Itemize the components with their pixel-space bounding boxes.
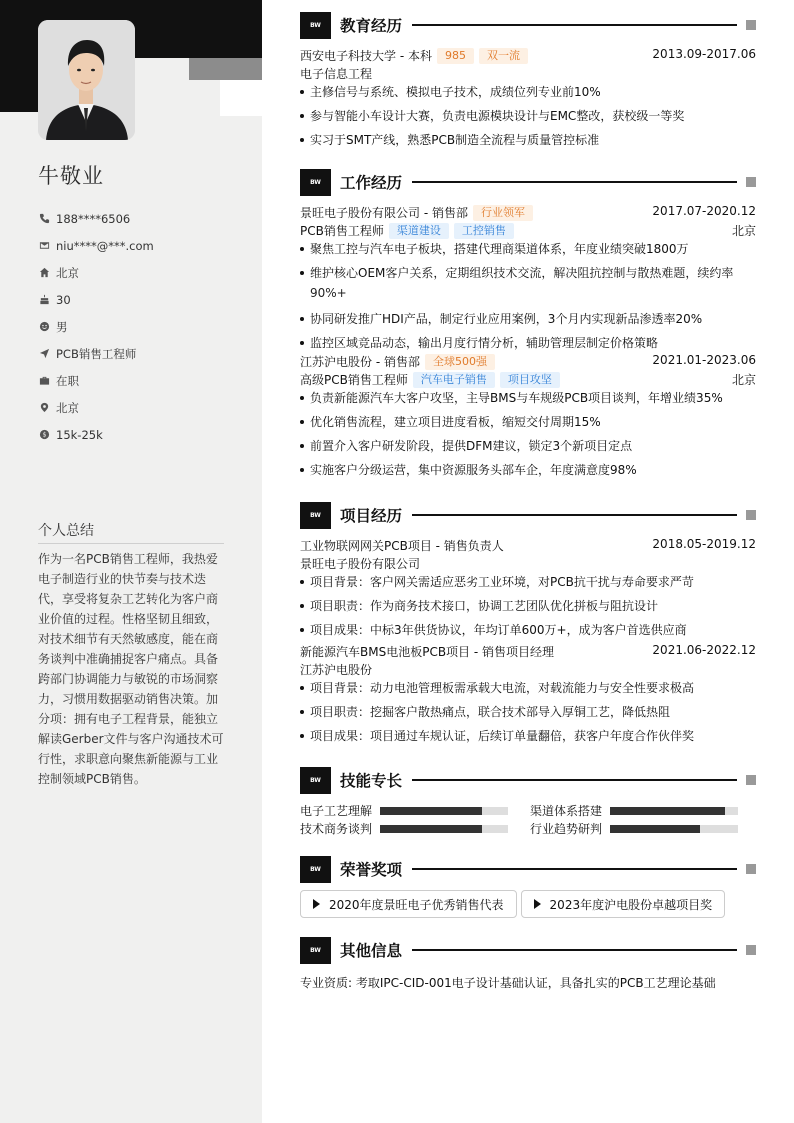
project-company: 景旺电子股份有限公司 (300, 557, 421, 571)
list-item: 主修信号与系统、模拟电子技术，成绩位列专业前10% (300, 82, 756, 106)
job-header (300, 203, 756, 221)
major-row (300, 64, 756, 82)
section-divider (412, 514, 737, 516)
info-email (38, 232, 154, 259)
candidate-name: 牛敬业 (38, 164, 104, 188)
section-divider (412, 779, 737, 781)
sidebar (0, 0, 262, 1123)
list-item: 监控区域竞品动态，输出月度行情分析，辅助管理层制定价格策略 (300, 333, 756, 352)
skill-item (530, 802, 738, 819)
decor-block (189, 58, 262, 80)
tag-badge: 双一流 (479, 48, 528, 64)
section-header (300, 501, 756, 529)
skill-bar (380, 825, 508, 833)
section-divider (412, 24, 737, 26)
smile-icon (38, 321, 50, 333)
pin-icon (38, 402, 50, 414)
info-position (38, 340, 154, 367)
decor-block (220, 80, 262, 116)
tag-badge: 行业领军 (473, 205, 533, 221)
section-square (746, 864, 756, 874)
phone-text: 188****6506 (56, 211, 131, 226)
other-text: 专业资质: 考取IPC-CID-001电子设计基础认证，具备扎实的PCB工艺理论基础 (300, 976, 716, 990)
skill-name: 渠道体系搭建 (530, 804, 603, 818)
avatar-portrait (38, 20, 135, 140)
position-text: PCB销售工程师 (56, 346, 137, 361)
project-header (300, 536, 756, 554)
honor-item (300, 890, 517, 918)
section-divider (412, 949, 737, 951)
list-item: 聚焦工控与汽车电子板块，搭建代理商渠道体系，年度业绩突破1800万 (300, 239, 756, 263)
section-badge: BW (300, 767, 331, 794)
section-square (746, 775, 756, 785)
major-name: 电子信息工程 (300, 67, 373, 81)
section-title: 荣誉奖项 (340, 861, 403, 879)
section-header (300, 936, 756, 964)
list-item: 项目背景：客户网关需适应恶劣工业环境，对PCB抗干扰与寿命要求严苛 (300, 572, 756, 596)
projects-section (300, 501, 756, 750)
list-item: 项目成果：中标3年供货协议，年均订单600万+，成为客户首选供应商 (300, 620, 756, 642)
list-item: 优化销售流程，建立项目进度看板，缩短交付周期15% (300, 412, 756, 436)
company-name: 景旺电子股份有限公司 - 销售部 (300, 206, 468, 220)
skill-name: 技术商务谈判 (300, 822, 373, 836)
list-item: 实习于SMT产线，熟悉PCB制造全流程与质量管控标准 (300, 130, 756, 154)
section-badge: BW (300, 856, 331, 883)
honor-text: 2020年度景旺电子优秀销售代表 (329, 897, 504, 912)
section-square (746, 177, 756, 187)
list-item: 项目职责：作为商务技术接口，协调工艺团队优化拼板与阻抗设计 (300, 596, 756, 620)
section-square (746, 20, 756, 30)
date-range: 2018.05-2019.12 (652, 537, 756, 551)
contact-info (38, 205, 154, 448)
decor-block (0, 58, 38, 112)
section-header (300, 766, 756, 794)
section-title: 教育经历 (340, 17, 403, 35)
avatar (38, 20, 135, 140)
section-title: 项目经历 (340, 507, 403, 525)
money-icon (38, 429, 50, 441)
project-company-row (300, 660, 756, 678)
skill-bar (610, 825, 738, 833)
tag-badge: 渠道建设 (389, 223, 449, 239)
project-header (300, 642, 756, 660)
job-title: PCB销售工程师 (300, 224, 384, 238)
list-item: 协同研发推广HDI产品，制定行业应用案例，3个月内实现新品渗透率20% (300, 309, 756, 333)
tag-badge: 项目攻坚 (500, 372, 560, 388)
section-header (300, 855, 756, 883)
section-square (746, 945, 756, 955)
info-phone (38, 205, 154, 232)
info-status (38, 367, 154, 394)
list-item-continuation: 90%+ (310, 286, 347, 300)
section-title: 工作经历 (340, 174, 403, 192)
honors-list (300, 890, 756, 918)
skill-item (530, 820, 738, 837)
date-range: 2013.09-2017.06 (652, 47, 756, 61)
education-section (300, 11, 756, 154)
list-item: 项目职责：挖掘客户散热痛点，联合技术部导入厚铜工艺，降低热阻 (300, 702, 756, 726)
info-age (38, 286, 154, 313)
section-badge: BW (300, 169, 331, 196)
svg-text:$: $ (41, 430, 47, 439)
section-badge: BW (300, 502, 331, 529)
job-city: 北京 (731, 224, 756, 238)
summary-heading: 个人总结 (38, 520, 224, 544)
company-name: 江苏沪电股份 - 销售部 (300, 355, 420, 369)
send-icon (38, 348, 50, 360)
project-name: 新能源汽车BMS电池板PCB项目 - 销售项目经理 (300, 645, 555, 659)
section-title: 技能专长 (340, 772, 403, 790)
project-company: 江苏沪电股份 (300, 663, 373, 677)
salary-text: 15k-25k (56, 427, 103, 442)
skill-item (300, 802, 508, 819)
summary-text: 作为一名PCB销售工程师，我热爱电子制造行业的快节奏与技术迭代，享受将复杂工艺转化为客户商业价值的过程。性格坚韧且细致，对技术细节有天然敏感度，能在商务谈判中准确捕捉客户痛点。具备跨部门协调能力与敏锐的市场洞察力，习惯用数据驱动销售决策。加分项：拥有电子工程背景，能独立解读Gerber文件与客户沟通技术可行性，求职意向聚焦新能源与工业控制领域PCB销售。 (38, 552, 224, 786)
location-text: 北京 (56, 265, 79, 280)
skill-bar (610, 807, 738, 815)
email-text: niu****@***.com (56, 238, 154, 253)
education-row (300, 46, 756, 64)
list-item: 前置介入客户研发阶段，提供DFM建议，锁定3个新项目定点 (300, 436, 756, 460)
tag-badge: 工控销售 (454, 223, 514, 239)
skill-name: 电子工艺理解 (300, 804, 373, 818)
skills-grid (300, 802, 756, 842)
skill-bar-fill (380, 825, 482, 833)
gender-text: 男 (56, 319, 68, 334)
job-city: 北京 (731, 373, 756, 387)
school-name: 西安电子科技大学 - 本科 (300, 49, 432, 63)
mail-icon (38, 240, 50, 252)
skill-bar (380, 807, 508, 815)
date-range: 2021.06-2022.12 (652, 643, 756, 657)
section-title: 其他信息 (340, 942, 403, 960)
cake-icon (38, 294, 50, 306)
section-divider (412, 181, 737, 183)
list-item: 项目背景：动力电池管理板需承载大电流，对载流能力与安全性要求极高 (300, 678, 756, 702)
date-range: 2021.01-2023.06 (652, 353, 756, 367)
job-title-row (300, 221, 756, 239)
target-city-text: 北京 (56, 400, 79, 415)
briefcase-icon (38, 375, 50, 387)
skill-name: 行业趋势研判 (530, 822, 603, 836)
tag-badge: 全球500强 (425, 354, 495, 370)
skill-item (300, 820, 508, 837)
skill-bar-fill (610, 807, 725, 815)
section-header (300, 168, 756, 196)
info-salary (38, 421, 154, 448)
section-header (300, 11, 756, 39)
section-badge: BW (300, 937, 331, 964)
list-item: 项目成果：项目通过车规认证，后续订单量翻倍，获客户年度合作伙伴奖 (300, 726, 756, 750)
date-range: 2017.07-2020.12 (652, 204, 756, 218)
skill-bar-fill (610, 825, 700, 833)
section-square (746, 510, 756, 520)
honor-text: 2023年度沪电股份卓越项目奖 (549, 897, 713, 912)
list-item: 维护核心OEM客户关系，定期组织技术交流，解决阻抗控制与散热难题，续约率 (300, 263, 756, 283)
project-company-row (300, 554, 756, 572)
list-item: 负责新能源汽车大客户攻坚，主导BMS与车规级PCB项目谈判，年增业绩35% (300, 388, 756, 412)
home-icon (38, 267, 50, 279)
list-item: 参与智能小车设计大赛，负责电源模块设计与EMC整改，获校级一等奖 (300, 106, 756, 130)
list-item: 实施客户分级运营，集中资源服务头部车企，年度满意度98% (300, 460, 756, 484)
section-divider (412, 868, 737, 870)
phone-icon (38, 213, 50, 225)
job-title: 高级PCB销售工程师 (300, 373, 408, 387)
job-header (300, 352, 756, 370)
tag-badge: 汽车电子销售 (413, 372, 495, 388)
skill-bar-fill (380, 807, 482, 815)
age-text: 30 (56, 292, 71, 307)
other-section (300, 936, 756, 991)
triangle-icon (313, 899, 320, 909)
status-text: 在职 (56, 373, 79, 388)
info-target-city (38, 394, 154, 421)
honor-item (521, 890, 726, 918)
project-name: 工业物联网网关PCB项目 - 销售负责人 (300, 539, 504, 553)
job-title-row (300, 370, 756, 388)
skills-section (300, 766, 756, 842)
info-gender (38, 313, 154, 340)
honors-section (300, 855, 756, 918)
info-location (38, 259, 154, 286)
tag-badge: 985 (437, 48, 474, 64)
section-badge: BW (300, 12, 331, 39)
triangle-icon (534, 899, 541, 909)
work-section (300, 168, 756, 484)
